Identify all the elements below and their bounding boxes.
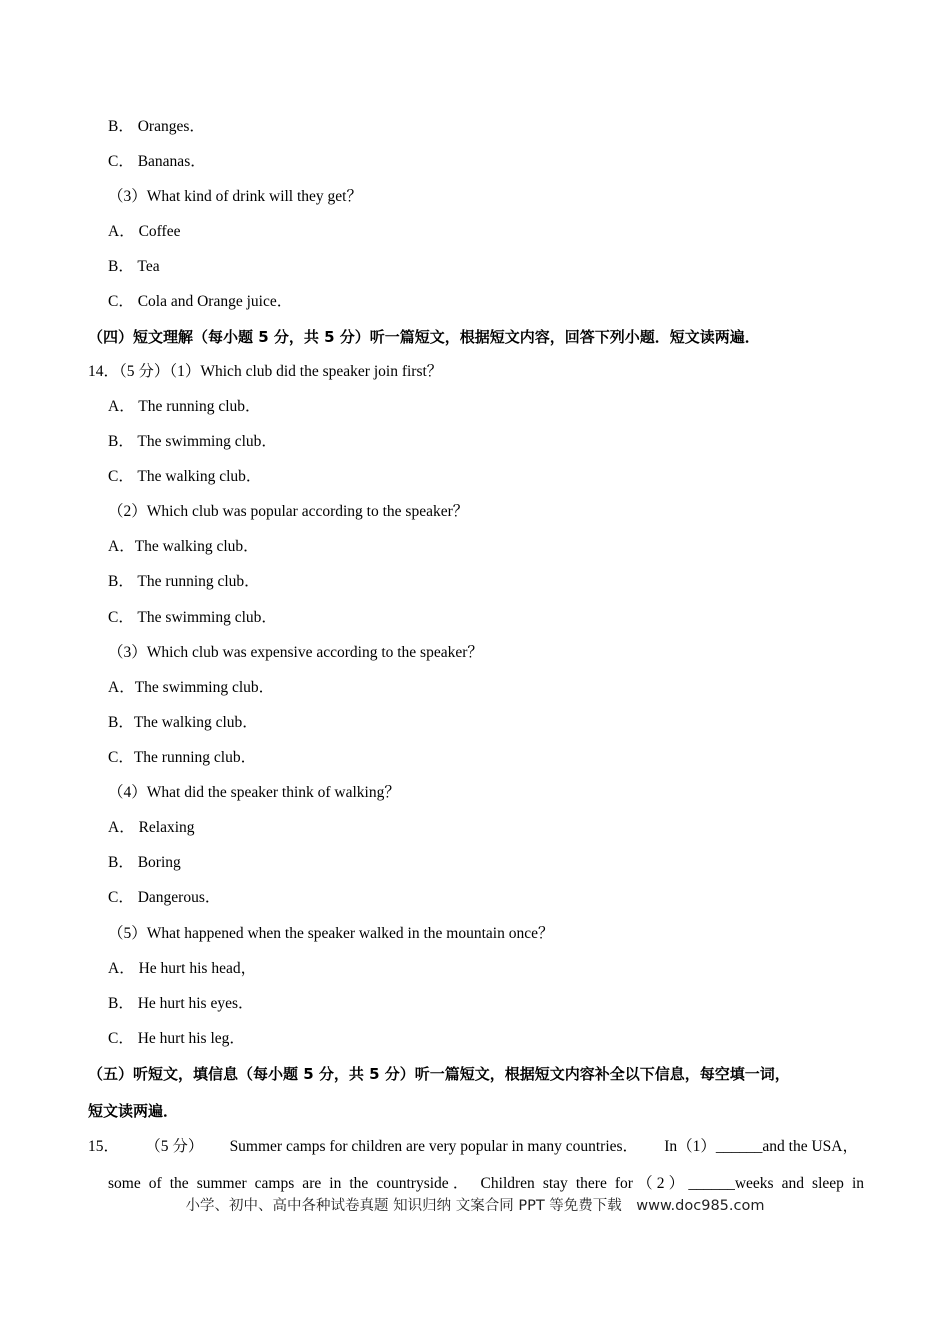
question-14-2: （2）Which club was popular according to the speaker？ xyxy=(108,503,469,520)
option-14-2-a: A．The walking club． xyxy=(108,538,259,555)
option-14-1-c: C． The walking club． xyxy=(108,468,262,485)
question-14-3: （3）Which club was expensive according to the speaker？ xyxy=(108,644,483,661)
option-c-cola: C． Cola and Orange juice． xyxy=(108,293,293,310)
option-14-1-b: B． The swimming club． xyxy=(108,433,277,450)
question-15-score: （5 分） xyxy=(145,1138,204,1155)
question-15-text-a: Summer camps for children are very popular in many countries． xyxy=(229,1138,639,1155)
question-13-3: （3）What kind of drink will they get？ xyxy=(108,188,362,205)
option-14-3-a: A．The swimming club． xyxy=(108,679,275,696)
section-5-heading-line2: 短文读两遍． xyxy=(88,1102,179,1120)
question-14-1: 14．（5 分）（1）Which club did the speaker join first？ xyxy=(88,363,443,380)
option-14-3-b: B．The walking club． xyxy=(108,714,258,731)
question-15-text-b: In（1）______and the USA， xyxy=(664,1138,858,1155)
question-14-4: （4）What did the speaker think of walking？ xyxy=(108,784,400,801)
option-14-4-a: A． Relaxing xyxy=(108,819,195,836)
option-14-5-c: C． He hurt his leg． xyxy=(108,1030,245,1047)
question-14-5: （5）What happened when the speaker walked in the mountain once？ xyxy=(108,925,554,942)
question-15-line2: some of the summer camps are in the countryside． Children stay there for（2）______weeks and sleep in xyxy=(108,1175,864,1192)
section-4-heading: （四）短文理解（每小题 5 分，共 5 分）听一篇短文，根据短文内容，回答下列小题．短文读两遍． xyxy=(88,328,760,346)
option-c-bananas: C． Bananas． xyxy=(108,153,206,170)
option-b-tea: B． Tea xyxy=(108,258,160,275)
option-14-3-c: C．The running club． xyxy=(108,749,257,766)
option-14-4-b: B． Boring xyxy=(108,854,181,871)
option-14-4-c: C． Dangerous． xyxy=(108,889,221,906)
section-5-heading-line1: （五）听短文，填信息（每小题 5 分，共 5 分）听一篇短文，根据短文内容补全以下信息，每空填一词， xyxy=(88,1065,790,1083)
page-footer: 小学、初中、高中各种试卷真题 知识归纳 文案合同 PPT 等免费下载 www.doc985.com xyxy=(185,1198,765,1214)
option-b-oranges: B． Oranges． xyxy=(108,118,205,135)
question-15-number: 15． xyxy=(88,1138,120,1155)
option-14-5-a: A． He hurt his head， xyxy=(108,960,257,977)
option-14-2-c: C． The swimming club． xyxy=(108,609,277,626)
option-14-1-a: A． The running club． xyxy=(108,398,261,415)
option-14-2-b: B． The running club． xyxy=(108,573,260,590)
question-15-line1 xyxy=(88,1137,858,1157)
option-a-coffee: A． Coffee xyxy=(108,223,181,240)
option-14-5-b: B． He hurt his eyes． xyxy=(108,995,254,1012)
